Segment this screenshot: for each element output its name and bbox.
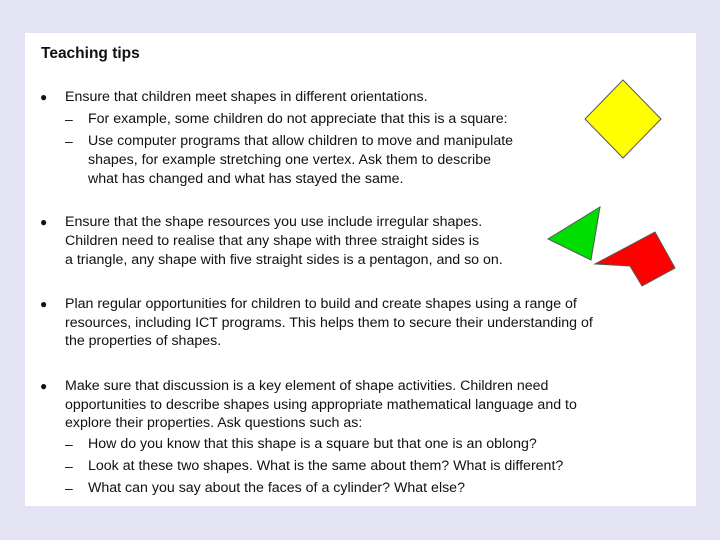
bullet-4-line-2: opportunities to describe shapes using appropriate mathematical language and to <box>65 397 577 413</box>
bullet-4-sub-1-line-1: How do you know that this shape is a square but that one is an oblong? <box>88 436 537 452</box>
bullet-4-line-1: Make sure that discussion is a key element of shape activities. Children need <box>65 378 549 394</box>
bullet-glyph: ● <box>40 379 48 393</box>
bullet-4-sub-3-line-1: What can you say about the faces of a cylinder? What else? <box>88 480 465 496</box>
bullet-1-sub-2-line-2: shapes, for example stretching one vertex. Ask them to describe <box>88 152 491 168</box>
bullet-1-sub-1-line-1: For example, some children do not appreciate that this is a square: <box>88 111 508 127</box>
yellow-square-shape-icon <box>582 78 664 160</box>
red-pentagon-shape-icon <box>593 230 677 290</box>
bullet-4-sub-3-dash: – <box>65 480 73 496</box>
bullet-glyph: ● <box>40 215 48 229</box>
bullet-1-line-1: Ensure that children meet shapes in different orientations. <box>65 89 428 105</box>
bullet-2-line-3: a triangle, any shape with five straight sides is a pentagon, and so on. <box>65 252 503 268</box>
bullet-4-line-3: explore their properties. Ask questions such as: <box>65 415 363 431</box>
bullet-4-sub-2-dash: – <box>65 458 73 474</box>
bullet-1-sub-2-dash: – <box>65 133 73 149</box>
bullet-4-sub-1-dash: – <box>65 436 73 452</box>
bullet-3-line-2: resources, including ICT programs. This helps them to secure their understanding of <box>65 315 593 331</box>
bullet-2-line-1: Ensure that the shape resources you use include irregular shapes. <box>65 214 483 230</box>
bullet-1-sub-2-line-1: Use computer programs that allow children to move and manipulate <box>88 133 514 149</box>
bullet-3-line-1: Plan regular opportunities for children to build and create shapes using a range of <box>65 296 577 312</box>
bullet-glyph: ● <box>40 90 48 104</box>
bullet-1-sub-1-dash: – <box>65 111 73 127</box>
bullet-glyph: ● <box>40 297 48 311</box>
bullet-1-sub-2-line-3: what has changed and what has stayed the same. <box>88 171 404 187</box>
bullet-2-line-2: Children need to realise that any shape with three straight sides is <box>65 233 480 249</box>
bullet-3-line-3: the properties of shapes. <box>65 333 222 349</box>
slide-page <box>25 33 696 506</box>
page-title: Teaching tips <box>41 45 140 62</box>
bullet-4-sub-2-line-1: Look at these two shapes. What is the same about them? What is different? <box>88 458 564 474</box>
